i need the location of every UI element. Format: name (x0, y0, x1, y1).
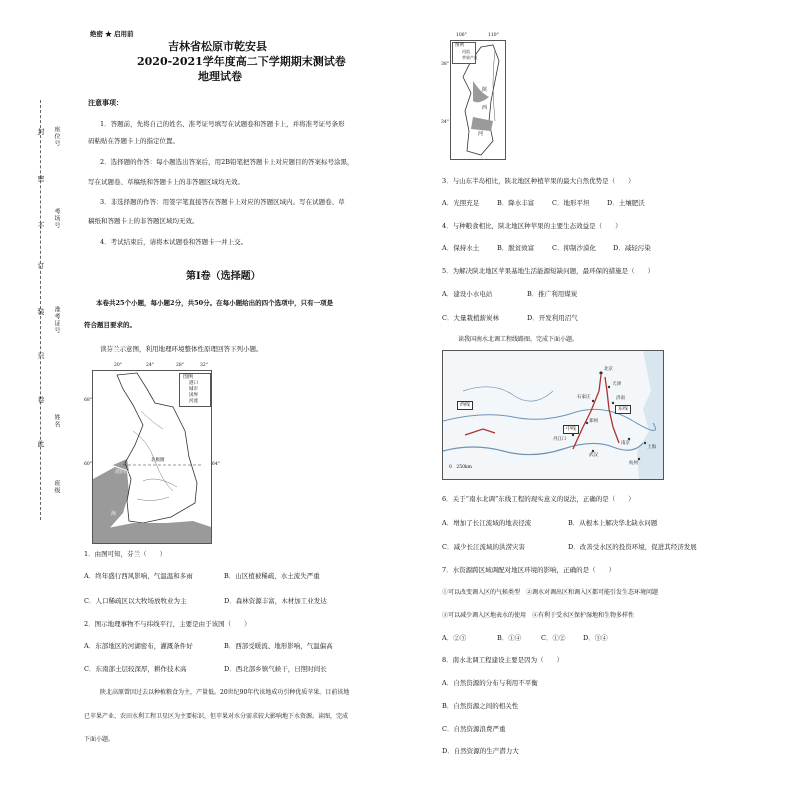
label-class: 班级 (53, 480, 60, 494)
seal-char-1: 封 (37, 128, 45, 136)
shaanxi-label: 陕 (482, 87, 488, 93)
question-5-option-d: D．开发利用沼气 (527, 314, 578, 322)
question-3-option-a: A．光照充足 (442, 199, 480, 207)
question-6-option-a: A．增加了长江流域的地表径流 (442, 519, 532, 527)
notice-item: 写在试题卷、草稿纸和答题卡上的非答题区域均无效。 (88, 178, 244, 186)
apple-intro-line: 已苹果产业、农田水利工程卫星区为主要标识，但苹果对水分需求较大影响地下水资源。读图，完成 (84, 713, 349, 720)
city-label: 石家庄 (577, 395, 591, 400)
question-4-option-b: B．脱贫致富 (497, 244, 535, 252)
question-4-option-a: A．保持水土 (442, 244, 480, 252)
question-7-line: ①可以改变调入区的气候类型 ②调水对调出区和调入区都可能引发生态环境问题 (442, 589, 659, 596)
title-line-2: 2020-2021学年度高二下学期期末测试卷 (137, 55, 346, 68)
lon-label: 28° (176, 363, 184, 368)
section-title: 第Ⅰ卷（选择题） (186, 271, 261, 282)
finland-legend (179, 373, 211, 407)
question-2-option-b: B．西部受暖流、地形影响，气温偏高 (224, 642, 333, 650)
label-name: 姓名 (53, 414, 60, 428)
city-label: 济南 (616, 396, 625, 401)
question-5-option-b: B．推广利用煤炭 (527, 290, 578, 298)
question-7-line: ③可以减少调入区地表水的使用 ④有利于受水区保护湿地和生物多样性 (442, 612, 635, 619)
seal-char-4: 订 (37, 262, 45, 270)
question-3-option-b: B．降水丰富 (497, 199, 535, 207)
section-intro-line-1: 本卷共25个小题，每小题2分，共50分。在每小题给出的四个选项中，只有一项是 (96, 299, 334, 307)
section-intro-line-2: 符合题目要求的。 (84, 321, 136, 329)
shaanxi-label: 河 (478, 131, 484, 137)
question-7-option-b: B．①④ (497, 634, 522, 642)
route-middle-label: 中线 (563, 425, 579, 434)
title-line-3: 地理试卷 (198, 70, 242, 83)
shaanxi-legend-title: 图例 (455, 43, 464, 48)
question-4-stem: 4．与种粮食相比，陕北地区种苹果的主要生态效益是（ ） (442, 222, 622, 230)
title-line-1: 吉林省松原市乾安县 (168, 40, 267, 53)
label-exam-room: 考场号 (53, 208, 60, 229)
question-7-stem: 7．水资源跨区域调配对地区环境的影响，正确的是（ ） (442, 566, 616, 574)
city-label: 南京 (621, 441, 630, 446)
question-2-option-d: D．西北部乡镇气候干，日照时间长 (224, 665, 327, 673)
water-map-svg (443, 351, 663, 479)
shaanxi-lon: 106° (456, 33, 467, 38)
notice-item: 稿纸和答题卡上的非答题区域均无效。 (88, 217, 199, 225)
question-1-option-a: A．终年盛行西风影响，气温温和多雨 (84, 572, 193, 580)
finland-map (92, 370, 212, 544)
question-3-option-c: C．地形平坦 (552, 199, 590, 207)
notice-heading: 注意事项： (88, 98, 123, 107)
question-2-stem: 2．图示地理事物不与纬线平行，主要是由于该国（ ） (84, 620, 251, 628)
apple-intro-line: 陕北高原曾因过去以种植粮食为主，产量低。20世纪90年代该地成功引种优质苹果。目前该地 (100, 689, 350, 696)
seal-char-3: 不 (37, 222, 45, 230)
lat-label: 60° (84, 462, 92, 467)
notice-item: 码粘贴在答题卡上的指定位置。 (88, 137, 179, 145)
lat-label: 64° (212, 462, 220, 467)
notice-item: 1．答题前，先将自己的姓名、准考证号填写在试题卷和答题卡上，并将准考证号条形 (100, 120, 345, 128)
question-3-option-d: D．土壤肥沃 (607, 199, 645, 207)
question-7-option-c: C．①② (541, 634, 566, 642)
question-5-stem: 5．为解决陕北地区苹果基地生活能源短缺问题，最环保的措施是（ ） (442, 267, 655, 275)
shaanxi-lat: 38° (441, 62, 449, 67)
legend-city: 城市 (189, 387, 198, 392)
question-1-option-d: D．森林资源丰富，木材加工业发达 (224, 597, 327, 605)
map-scale: 0 250km (449, 465, 472, 470)
question-4-option-d: D．减轻污染 (613, 244, 651, 252)
question-5-option-c: C．大量栽植薪炭林 (442, 314, 499, 322)
city-label: 天津 (612, 382, 621, 387)
seal-char-6: 只 (37, 352, 45, 360)
legend-river: 河流 (189, 399, 198, 404)
question-6-option-d: D．改善受水区的投资环境，促进其经济发展 (568, 543, 697, 551)
route-west-label: 西线 (457, 401, 473, 410)
question-1-stem: 1．由图可知，芬兰（ ） (84, 550, 167, 558)
shaanxi-legend (452, 42, 476, 64)
notice-item: 4．考试结束后，请将本试题卷和答题卡一并上交。 (100, 238, 248, 246)
city-label: 上海 (647, 445, 656, 450)
water-map-intro: 读我国南水北调工程线路图。完成下面小题。 (458, 336, 579, 343)
question-8-option-d: D．自然资源的生产潜力大 (442, 747, 519, 755)
city-label: 丹江口 (553, 437, 567, 442)
question-4-option-c: C．抑制沙漠化 (552, 244, 596, 252)
notice-item: 2．选择题的作答：每小题选出答案后，用2B铅笔把答题卡上对应题目的答案标号涂黑， (100, 158, 354, 166)
lon-label: 32° (200, 363, 208, 368)
notice-item: 3．非选择题的作答：用签字笔直接答在答题卡上对应的答题区域内。写在试题卷、草 (100, 198, 345, 206)
question-8-option-b: B．自然资源之间的相关性 (442, 702, 519, 710)
seal-char-2: 密 (37, 175, 45, 183)
shaanxi-lon: 110° (488, 33, 499, 38)
lon-label: 24° (146, 363, 154, 368)
shaanxi-lat: 34° (441, 120, 449, 125)
seal-char-7: 卷 (37, 396, 45, 404)
question-6-option-b: B．从根本上解决华北缺水问题 (568, 519, 658, 527)
label-seat-number: 座位号 (53, 126, 60, 147)
city-label: 北京 (604, 367, 613, 372)
city-label: 杭州 (629, 461, 638, 466)
question-7-option-d: D．③④ (583, 634, 608, 642)
shaanxi-label: 西 (482, 105, 488, 111)
label-admission-number: 准考证号 (53, 306, 60, 334)
question-6-option-c: C．减少长江流域的洪涝灾害 (442, 543, 525, 551)
legend-border: 国界 (189, 393, 198, 398)
shaanxi-legend-apple: 苹果产区 (462, 55, 478, 60)
question-3-stem: 3．与山东半岛相比，陕北地区种植苹果的最大自然优势是（ ） (442, 177, 635, 185)
finland-map-intro: 读芬兰示意图，利用地理环境整体性原理回答下列小题。 (100, 345, 263, 353)
lat-label: 68° (84, 398, 92, 403)
arctic-circle-label: 北极圈 (151, 458, 165, 463)
gulf-label: 海 (111, 511, 117, 517)
question-2-option-c: C．东南部土层较深厚，耕作技术高 (84, 665, 187, 673)
question-7-option-a: A．②③ (442, 634, 467, 642)
seal-char-5: 装 (37, 308, 45, 316)
question-5-option-a: A．建设小水电站 (442, 290, 493, 298)
route-east-label: 东线 (615, 405, 631, 414)
secret-mark: 绝密 ★ 启用前 (90, 30, 134, 38)
water-diversion-map (442, 350, 664, 480)
city-label: 武汉 (589, 453, 598, 458)
legend-port: 港口 (189, 381, 198, 386)
city-label: 郑州 (589, 419, 598, 424)
question-2-option-a: A．东部地区的河湖密布，灌溉条件好 (84, 642, 193, 650)
question-6-stem: 6．关于“南水北调”东线工程的现实意义的说法，正确的是（ ） (442, 495, 635, 503)
question-1-option-b: B．山区植被稀疏，水土流失严重 (224, 572, 320, 580)
legend-title: 图例 (183, 374, 194, 380)
sea-label: 波的尼亚湾 (115, 469, 141, 475)
question-1-option-c: C．人口稀疏区以大牧场放牧业为主 (84, 597, 187, 605)
shaanxi-map (450, 40, 506, 160)
question-8-option-c: C．自然资源浪费严重 (442, 725, 506, 733)
seal-char-8: 此 (37, 440, 45, 448)
question-8-stem: 8．南水北调工程建设主要是因为（ ） (442, 656, 564, 664)
question-8-option-a: A．自然资源的分布与利用不平衡 (442, 679, 538, 687)
shaanxi-legend-river: 河流 (462, 49, 470, 54)
lon-label: 20° (114, 363, 122, 368)
apple-intro-line: 下面小题。 (84, 736, 115, 743)
